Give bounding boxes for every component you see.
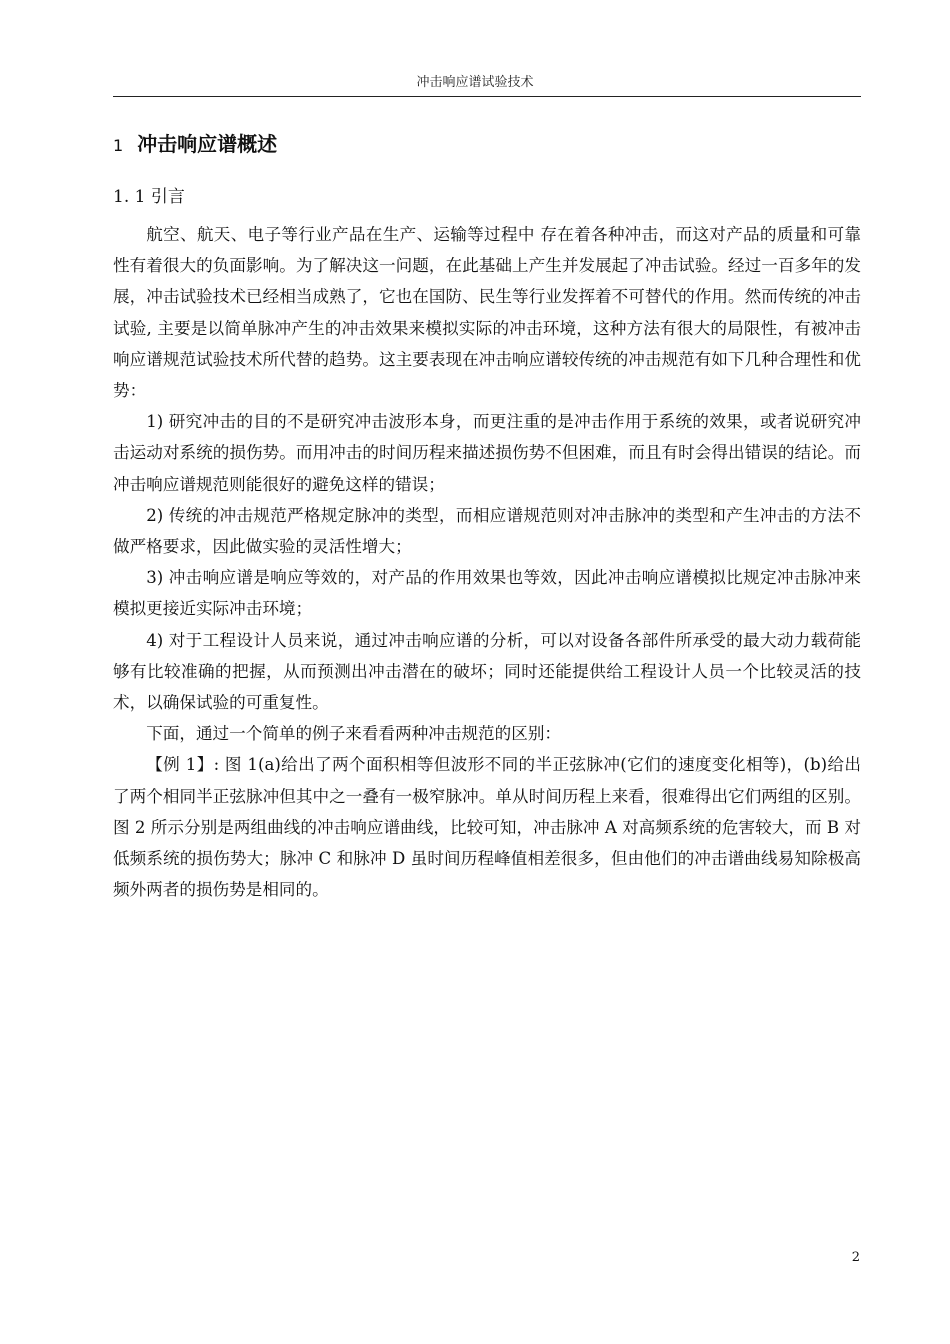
body-text xyxy=(113,219,861,905)
paragraph-point-3: 3) 冲击响应谱是响应等效的，对产品的作用效果也等效，因此冲击响应谱模拟比规定冲击脉冲来模拟更接近实际冲击环境； xyxy=(113,568,861,619)
page-number: 2 xyxy=(851,1250,860,1265)
paragraph-point-2: 2) 传统的冲击规范严格规定脉冲的类型，而相应谱规范则对冲击脉冲的类型和产生冲击的方法不做严格要求，因此做实验的灵活性增大； xyxy=(113,505,861,557)
paragraph-intro: 航空、航天、电子等行业产品在生产、运输等过程中 存在着各种冲击，而这对产品的质量和可靠性有着很大的负面影响。为了解决这一问题，在此基础上产生并发展起了冲击试验。经过一百多年的发展，冲击试验技术已经相当成熟了，它也在国防、民生等行业发挥着不可替代的作用。然而传统的冲击试验, 主要是以简单脉冲产生的冲击效果来模拟实际的冲击环境，这种方法有很大的局限性，有被冲击响应谱规范试验技术所代替的趋势。这主要表现在冲击响应谱较传统的冲击规范有如下几种合理性和优势： xyxy=(113,225,861,401)
header-rule xyxy=(113,96,861,97)
section-number: 1 xyxy=(113,136,124,155)
section-heading xyxy=(113,128,277,157)
section-title: 冲击响应谱概述 xyxy=(137,132,278,156)
running-header: 冲击响应谱试验技术 xyxy=(416,75,534,90)
paragraph-example-1: 【例 1】: 图 1(a)给出了两个面积相等但波形不同的半正弦脉冲(它们的速度变化相等)，(b)给出了两个相同半正弦脉冲但其中之一叠有一极窄脉冲。单从时间历程上来看，很难得出它们两组的区别。图 2 所示分别是两组曲线的冲击响应谱曲线，比较可知，冲击脉冲 A 对高频系统的危害较大，而 B 对低频系统的损伤势大；脉冲 C 和脉冲 D 虽时间历程峰值相差很多，但由他们的冲击谱曲线易知除极高频外两者的损伤势是相同的。 xyxy=(113,755,861,900)
paragraph-transition: 下面，通过一个简单的例子来看看两种冲击规范的区别： xyxy=(146,724,562,744)
paragraph-point-1: 1) 研究冲击的目的不是研究冲击波形本身，而更注重的是冲击作用于系统的效果，或者说研究冲击运动对系统的损伤势。而用冲击的时间历程来描述损伤势不但困难，而且有时会得出错误的结论。而冲击响应谱规范则能很好的避免这样的错误； xyxy=(113,412,861,494)
subsection-heading: 1. 1 引言 xyxy=(113,187,185,207)
paragraph-point-4: 4) 对于工程设计人员来说，通过冲击响应谱的分析，可以对设备各部件所承受的最大动力载荷能够有比较准确的把握，从而预测出冲击潜在的破坏；同时还能提供给工程设计人员一个比较灵活的技术，以确保试验的可重复性。 xyxy=(113,630,861,713)
